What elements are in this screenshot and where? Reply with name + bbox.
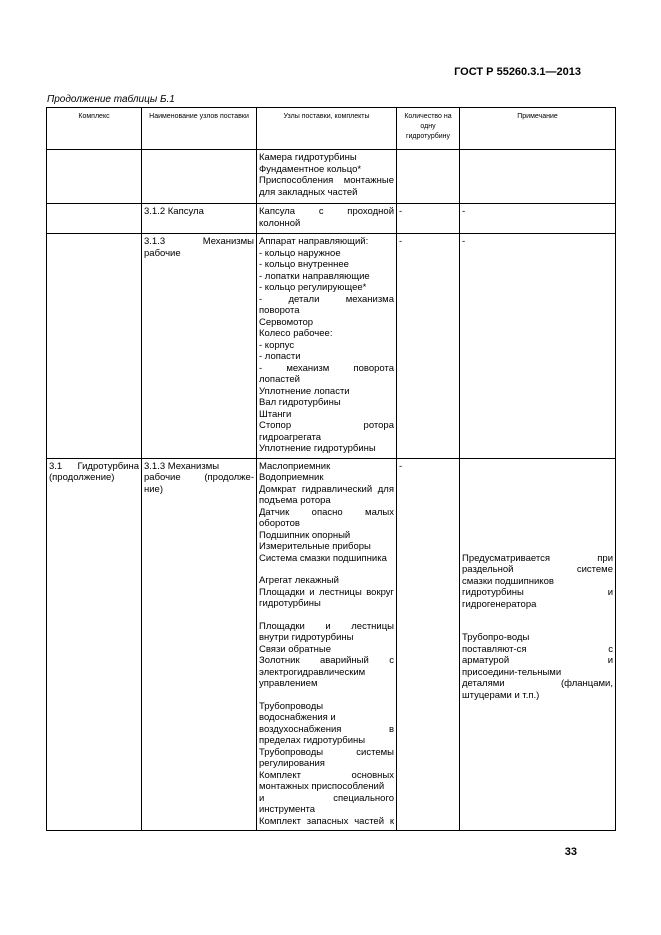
- unit-line: Домкрат гидравлический для: [259, 483, 394, 495]
- unit-line: Площадки и лестницы: [259, 620, 394, 632]
- cell-units: [257, 234, 397, 459]
- node-line: рабочие (продолже-: [144, 472, 254, 483]
- header-quantity: Количество на одну гидротурбину: [397, 108, 460, 150]
- note-line: гидротурбины и: [462, 587, 613, 598]
- unit-line: - корпус: [259, 339, 295, 351]
- note-line: раздельной системе: [462, 564, 613, 575]
- cell-complex: [47, 204, 142, 234]
- unit-line: управлением: [259, 678, 318, 689]
- unit-line: воздухоснабжения в: [259, 723, 394, 735]
- header-node-name: Наименование узлов поставки: [142, 108, 257, 150]
- cell-complex: [47, 150, 142, 204]
- unit-line: для закладных частей: [259, 186, 358, 198]
- unit-line: поворота: [259, 305, 300, 316]
- unit-line: лопастей: [259, 374, 300, 385]
- table-caption: Продолжение таблицы Б.1: [47, 94, 175, 105]
- note-line: гидрогенератора: [462, 598, 537, 610]
- cell-node: [142, 234, 257, 459]
- unit-line: - кольцо наружное: [259, 247, 341, 259]
- cell-units: [257, 150, 397, 204]
- cell-node: [142, 458, 257, 831]
- cell-note: [460, 458, 616, 831]
- document-code: ГОСТ Р 55260.3.1—2013: [454, 66, 581, 78]
- note-line: Предусматривается при: [462, 552, 613, 564]
- table-row: [47, 150, 616, 204]
- cell-complex: [47, 458, 142, 831]
- unit-line: Штанги: [259, 408, 292, 420]
- unit-line: подъема ротора: [259, 495, 331, 506]
- cell-quantity: -: [397, 234, 460, 459]
- unit-line: Трубопроводы системы: [259, 746, 394, 758]
- node-line: 3.1.3 Механизмы: [144, 236, 254, 247]
- table-header-row: [47, 108, 616, 150]
- unit-line: пределах гидротурбины: [259, 735, 366, 746]
- unit-line: колонной: [259, 217, 301, 229]
- unit-line: Уплотнение гидротурбины: [259, 443, 376, 454]
- note-line: присоедини-тельными: [462, 666, 562, 678]
- unit-line: Колесо рабочее:: [259, 328, 333, 339]
- cell-note: -: [460, 234, 616, 459]
- cell-quantity: [397, 150, 460, 204]
- cell-quantity: -: [397, 458, 460, 831]
- page-number: 33: [564, 846, 577, 858]
- table-row: [47, 234, 616, 459]
- unit-line: Вал гидротурбины: [259, 397, 341, 408]
- unit-line: Золотник аварийный с: [259, 655, 394, 666]
- unit-line: Комплект основных: [259, 769, 394, 781]
- note-line: Трубопро-воды: [462, 632, 530, 643]
- table-row: [47, 458, 616, 831]
- header-complex: Комплекс: [47, 108, 142, 150]
- unit-line: Капсула с проходной: [259, 206, 394, 217]
- unit-line: водоснабжения и: [259, 712, 336, 723]
- unit-line: электрогидравлическим: [259, 666, 366, 678]
- unit-line: Трубопроводы: [259, 700, 324, 712]
- unit-line: Подшипник опорный: [259, 529, 351, 541]
- unit-line: Фундаментное кольцо*: [259, 163, 362, 175]
- unit-line: Связи обратные: [259, 643, 332, 655]
- header-delivery-units: Узлы поставки, комплекты: [257, 108, 397, 150]
- complex-line: (продолжение): [49, 472, 115, 483]
- node-line: ние): [144, 483, 163, 495]
- unit-line: и специального: [259, 792, 394, 804]
- unit-line: Маслоприемник: [259, 460, 331, 472]
- unit-line: Агрегат лекажный: [259, 575, 339, 586]
- unit-line: гидроагрегата: [259, 431, 322, 443]
- unit-line: Сервомотор: [259, 316, 314, 328]
- node-line: 3.1.2 Капсула: [144, 206, 204, 217]
- unit-line: гидротурбины: [259, 598, 321, 609]
- header-note: Примечание: [460, 108, 616, 150]
- unit-line: Приспособления монтажные: [259, 175, 394, 186]
- unit-line: Датчик опасно малых: [259, 506, 394, 518]
- unit-line: Система смазки подшипника: [259, 552, 387, 564]
- complex-line: 3.1 Гидротурбина: [49, 460, 139, 472]
- unit-line: регулирования: [259, 758, 325, 769]
- unit-line: инструмента: [259, 804, 316, 815]
- note-line: поставляют-ся с: [462, 643, 613, 655]
- unit-line: Комплект запасных частей к: [259, 815, 394, 827]
- table-row: [47, 204, 616, 234]
- unit-line: оборотов: [259, 518, 300, 529]
- unit-line: - кольцо внутреннее: [259, 259, 349, 270]
- cell-units: [257, 204, 397, 234]
- unit-line: - детали механизма: [259, 293, 394, 305]
- cell-node: [142, 150, 257, 204]
- unit-line: Водоприемник: [259, 472, 324, 483]
- node-line: 3.1.3 Механизмы: [144, 460, 220, 472]
- unit-line: - кольцо регулирующее*: [259, 282, 367, 293]
- unit-line: внутри гидротурбины: [259, 632, 354, 643]
- unit-line: Аппарат направляющий:: [259, 236, 369, 247]
- cell-quantity: -: [397, 204, 460, 234]
- cell-node: [142, 204, 257, 234]
- cell-note: [460, 150, 616, 204]
- cell-note: -: [460, 204, 616, 234]
- unit-line: монтажных приспособлений: [259, 781, 385, 792]
- unit-line: Камера гидротурбины: [259, 152, 357, 163]
- node-line: рабочие: [144, 247, 181, 259]
- cell-units: [257, 458, 397, 831]
- cell-complex: [47, 234, 142, 459]
- delivery-table: [46, 107, 616, 831]
- unit-line: Стопор ротора: [259, 420, 394, 431]
- note-line: штуцерами и т.п.): [462, 689, 540, 701]
- note-line: арматурой и: [462, 655, 613, 666]
- note-line: смазки подшипников: [462, 575, 554, 587]
- unit-line: Уплотнение лопасти: [259, 385, 350, 397]
- unit-line: Измерительные приборы: [259, 541, 371, 552]
- unit-line: - лопатки направляющие: [259, 270, 370, 282]
- unit-line: - механизм поворота: [259, 362, 394, 374]
- unit-line: - лопасти: [259, 351, 301, 362]
- unit-line: Площадки и лестницы вокруг: [259, 586, 394, 598]
- note-line: деталями (фланцами,: [462, 678, 613, 689]
